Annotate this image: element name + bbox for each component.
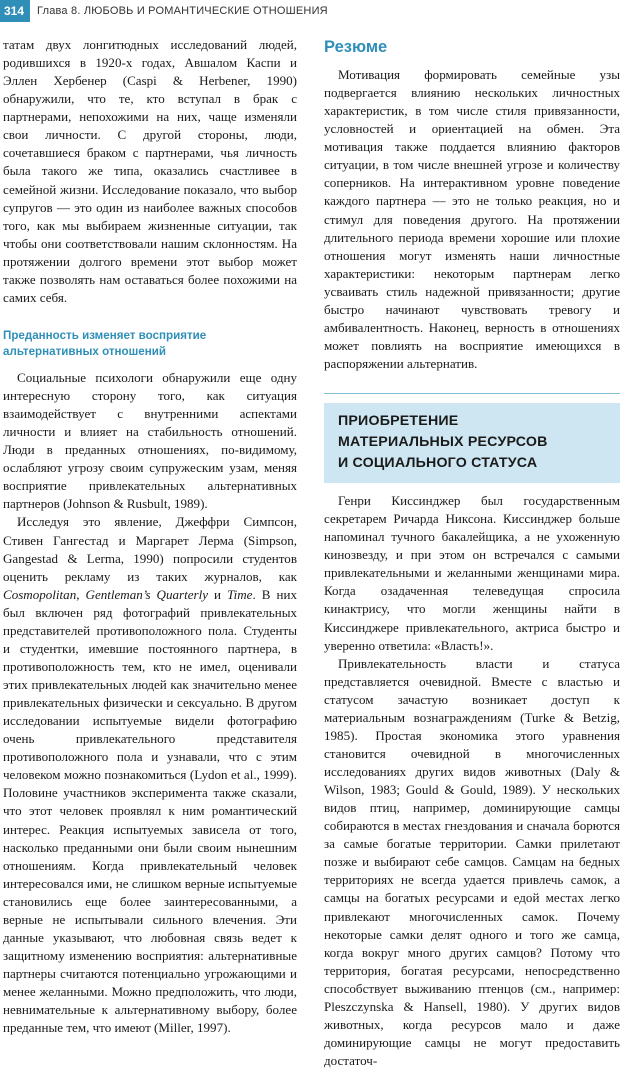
left-paragraph-3 xyxy=(3,513,297,1037)
section-heading-line-1: ПРИОБРЕТЕНИЕ xyxy=(338,413,459,430)
running-head: Глава 8. ЛЮБОВЬ И РОМАНТИЧЕСКИЕ ОТНОШЕНИЯ xyxy=(37,5,328,17)
subsection-heading-line-2: альтернативных отношений xyxy=(3,344,167,358)
p3-text-b: . В них был включен ряд фотографий привлекательных представителей противоположного пола. Студенты и студентки, имевшие постоянного партнера, в противоположность тем, кто не имел, оценивали этих привлекательных людей как значительно менее привлекательных физически и сексуально. В другом исследовании испытуемые видели фотографию очень привлекательного представителя противоположного пола и узнавали, что с этим человеком можно познакомиться (Lydon et al., 1999). Половине участников эксперимента также сказали, что этот человек проявлял к ним романтический интерес. Реакция испытуемых зависела от того, насколько преданными они были своим нынешним отношениям. Когда привлекательный человек интересовался ими, не слишком верные испытуемые становились еще более заинтересованными, а верные не испытывали сильного влечения. Эти данные указывают, что любовная связь ведет к защитному изменению восприятия: альтернативные партнеры считаются потенциально угрожающими и менее желанными. Можно предположить, что люди, невнимательные к альтернативному выбору, более преданные тем, что имеют (Miller, 1997). xyxy=(3,586,298,1036)
magazine-cosmopolitan: Cosmopolitan xyxy=(3,586,77,602)
p3-sep-2: и xyxy=(208,586,228,602)
section-heading-line-2: МАТЕРИАЛЬНЫХ РЕСУРСОВ xyxy=(338,434,548,451)
left-paragraph-2: Социальные психологи обнаружили еще одну интересную сторону того, как ситуация взаимодействует с внутренними аспектами личности и влияет на стабильность отношений. Люди в преданных отношениях, по-видимому, ослабляют угрозу своим супружеским узам, меняя восприятие привлекательных альтернативных партнеров (Johnson & Rusbult, 1989). xyxy=(3,369,297,512)
p3-text-a: Исследуя это явление, Джеффри Симпсон, Стивен Гангестад и Маргарет Лерма (Simpson, Gangestad & Lerma, 1990) попросили студентов оценить рекламу из таких журналов, как xyxy=(3,514,297,584)
left-column xyxy=(3,36,297,1037)
summary-paragraph: Мотивация формировать семейные узы подвергается влиянию нескольких личностных характеристик, в том числе стиля привязанности, условностей и ориентацией на обмен. Эта мотивация также поддается влиянию факторов ситуации, в том числе внешней угрозе и количеству соперников. На интерактивном уровне поведение каждого партнера — это не только реакция, но и стимул для поведения другого. На протяжении длительного периода времени хорошие или плохие отношения могут изменять наши личностные характеристики: некоторым партнерам легко усваивать стиль надежной привязанности; другие быстро начинают чувствовать тревогу и амбивалентность. Наконец, верность в отношениях может повлиять на восприятие имеющихся в распоряжении альтернатив. xyxy=(324,67,620,371)
left-paragraph-1: татам двух лонгитюдных исследований людей, родившихся в 1920-х годах, Авшалом Каспи и Эллен Хербенер (Caspi & Herbener, 1990) обнаружили, что те, кто вступал в брак с партнерами, непохожими на них, чаще изменяли свои личности. С другой стороны, люди, сочетавшиеся браком с партнерами, чья личность была такого же типа, оказались счастливее в семейной жизни. Исследование показало, что выбор супругов — это один из наиболее важных способов того, как мы выбираем жизненные ситуации, так чтобы они соответствовали нашим склонностям. На протяжении долгого времени этот выбор может также позволять нам оставаться более похожими на самих себя. xyxy=(3,37,297,305)
right-paragraph-3: Привлекательность власти и статуса представляется очевидной. Вместе с властью и статусом зачастую возникает доступ к материальным вознаграждениям (Turke & Betzig, 1985). Простая экономика этого уравнения становится очевидной в многочисленных исследованиях других видов животных (Daly & Wilson, 1983; Gould & Gould, 1989). У нескольких видов птиц, например, доминирующие самцы собираются в местах гнездования и сначала борются за самые богатые территории. Самки прилетают позже и выбирают себе самцов. Самцам на бедных территориях не всегда удается привлечь самок, а самцы на богатых ресурсами и едой местах легко привлекают многочисленных самок. Почему некоторые самки делят одного и того же самца, когда вокруг много других самцов? Потому что территория, богатая ресурсами, непосредственно способствует выживанию птенцов (см., например: Pleszczynska & Hansell, 1980). У других видов животных, когда ресурсов мало и даже доминирующие самцы не могут предоставить достаточ- xyxy=(324,655,620,1068)
page-number: 314 xyxy=(0,0,30,22)
p3-sep-1: , xyxy=(76,586,86,602)
right-paragraph-2: Генри Киссинджер был государственным секретарем Ричарда Никсона. Киссинджер больше напоминал тучного бакалейщика, а не ухоженную кинозвезду, и при этом он встречался с самыми привлекательными и желанными женщинами мира. Когда озадаченная телеведущая спросила кинактрису, что могли женщины найти в Киссинджере привлекательного, актриса быстро и уверенно ответила: «Власть!». xyxy=(324,493,620,653)
subsection-heading-line-1: Преданность изменяет восприятие xyxy=(3,328,207,342)
section-heading-line-3: И СОЦИАЛЬНОГО СТАТУСА xyxy=(338,455,538,472)
magazine-time: Time xyxy=(227,586,253,602)
subsection-heading xyxy=(3,328,297,360)
right-column xyxy=(324,36,620,1070)
page-header xyxy=(0,0,620,22)
section-heading-box xyxy=(324,403,620,483)
summary-title: Резюме xyxy=(324,38,388,56)
magazine-gq: Gentleman’s Quarterly xyxy=(85,586,209,602)
